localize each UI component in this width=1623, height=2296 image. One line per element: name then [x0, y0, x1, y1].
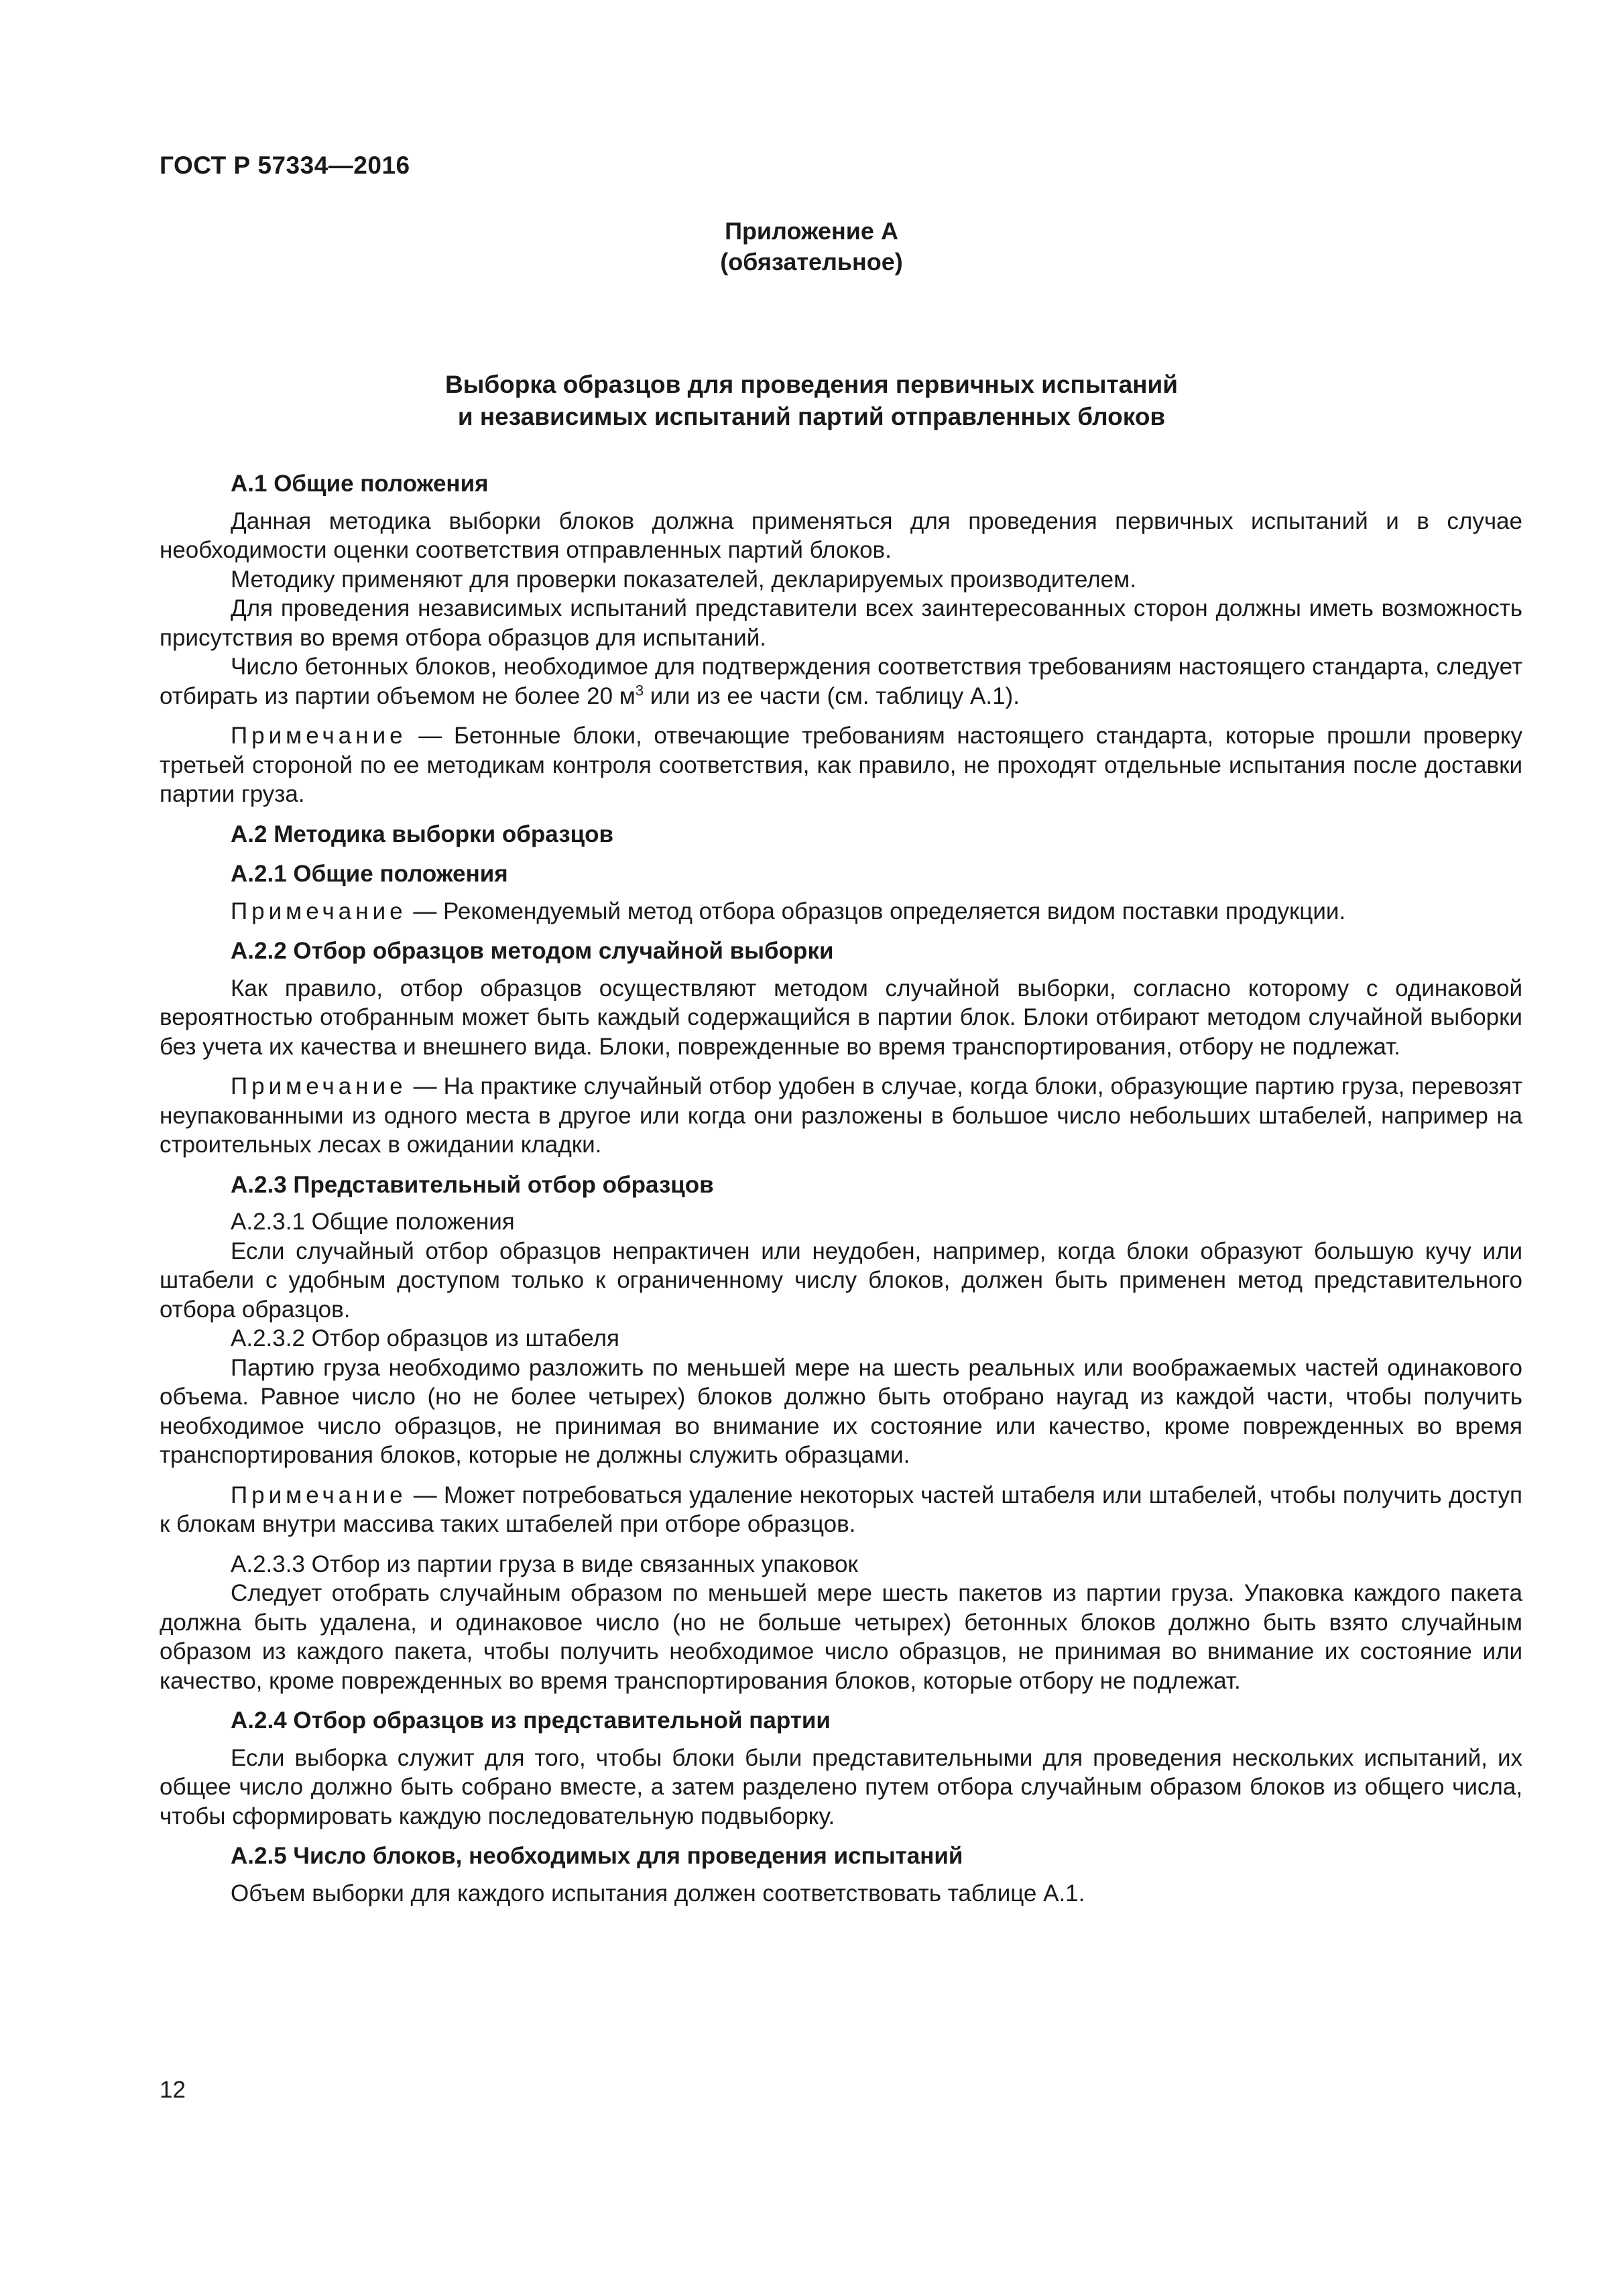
subsection-heading-a2-5: А.2.5 Число блоков, необходимых для проведения испытаний	[231, 1843, 963, 1869]
note-text: — Рекомендуемый метод отбора образцов определяется видом поставки продукции.	[406, 898, 1346, 924]
subsection-heading-a2-1: А.2.1 Общие положения	[231, 861, 508, 887]
note	[160, 897, 1522, 926]
note-text: — Может потребоваться удаление некоторых частей штабеля или штабелей, чтобы получить доступ к блокам внутри массива таких штабелей при отборе образцов.	[160, 1482, 1522, 1537]
note	[160, 721, 1522, 809]
page-number: 12	[160, 2077, 186, 2103]
annex-heading	[0, 216, 1623, 278]
section-heading-a2: А.2 Методика выборки образцов	[231, 821, 614, 847]
text-fragment: или из ее части (см. таблицу А.1).	[644, 682, 1020, 709]
paragraph	[160, 652, 1522, 711]
note-label: Примечание	[231, 898, 407, 924]
document-id: ГОСТ Р 57334—2016	[160, 152, 410, 179]
annex-status: (обязательное)	[720, 248, 903, 276]
paragraph: Если случайный отбор образцов непрактичен или неудобен, например, когда блоки образуют большую кучу или штабели с удобным доступом только к ограниченному числу блоков, должен быть применен метод представительного отбора образцов.	[160, 1237, 1522, 1323]
note-text: — На практике случайный отбор удобен в случае, когда блоки, образующие партию груза, перевозят неупакованными из одного места в другое или когда они разложены в большое число небольших штабелей, например на строительных лесах в ожидании кладки.	[160, 1073, 1522, 1158]
title-line-2: и независимых испытаний партий отправленных блоков	[457, 403, 1166, 430]
note	[160, 1072, 1522, 1160]
paragraph: Следует отобрать случайным образом по меньшей мере шесть пакетов из партии груза. Упаковка каждого пакета должна быть удалена, и одинаковое число (но не больше четырех) бетонных блоков должно быть взято случайным образом из каждого пакета, чтобы получить необходимое число образцов, не принимая во внимание их состояние или качество, кроме поврежденных во время транспортирования блоков, которые отбору не подлежат.	[160, 1580, 1522, 1694]
note	[160, 1481, 1522, 1539]
section-heading-a1: А.1 Общие положения	[231, 471, 489, 497]
paragraph: Данная методика выборки блоков должна применяться для проведения первичных испытаний и в случае необходимости оценки соответствия отправленных партий блоков.	[160, 507, 1522, 563]
superscript: 3	[635, 681, 644, 699]
document-body	[160, 469, 1522, 1908]
subsection-heading-a2-3: А.2.3 Представительный отбор образцов	[231, 1171, 714, 1198]
paragraph: Для проведения независимых испытаний представители всех заинтересованных сторон должны иметь возможность присутствия во время отбора образцов для испытаний.	[160, 595, 1522, 651]
paragraph: Партию груза необходимо разложить по меньшей мере на шесть реальных или воображаемых частей одинакового объема. Равное число (но не более четырех) блоков должно быть отобрано наугад из каждой части, чтобы получить необходимое число образцов, не принимая во внимание их состояние или качество, кроме поврежденных во время транспортирования блоков, которые не должны служить образцами.	[160, 1354, 1522, 1468]
clause-heading-a2-3-3: А.2.3.3 Отбор из партии груза в виде связанных упаковок	[231, 1551, 858, 1577]
subsection-heading-a2-2: А.2.2 Отбор образцов методом случайной выборки	[231, 938, 834, 964]
note-label: Примечание	[231, 723, 407, 749]
clause-heading-a2-3-1: А.2.3.1 Общие положения	[231, 1209, 515, 1235]
paragraph: Методику применяют для проверки показателей, декларируемых производителем.	[231, 566, 1136, 593]
title-line-1: Выборка образцов для проведения первичных испытаний	[445, 371, 1178, 398]
annex-title: Приложение А	[725, 217, 898, 245]
clause-heading-a2-3-2: А.2.3.2 Отбор образцов из штабеля	[231, 1325, 619, 1351]
paragraph: Объем выборки для каждого испытания должен соответствовать таблице А.1.	[231, 1880, 1085, 1907]
text-fragment: Число бетонных блоков, необходимое для подтверждения соответствия требованиям настоящего стандарта, следует отбирать из партии объемом не более 20 м	[160, 654, 1522, 709]
note-label: Примечание	[231, 1482, 407, 1508]
subsection-heading-a2-4: А.2.4 Отбор образцов из представительной партии	[231, 1707, 831, 1734]
paragraph: Если выборка служит для того, чтобы блоки были представительными для проведения нескольких испытаний, их общее число должно быть собрано вместе, а затем разделено путем отбора случайным образом блоков из общего числа, чтобы сформировать каждую последовательную подвыборку.	[160, 1744, 1522, 1829]
paragraph: Как правило, отбор образцов осуществляют методом случайной выборки, согласно которому с одинаковой вероятностью отобранным может быть каждый содержащийся в партии блок. Блоки отбирают методом случайной выборки без учета их качества и внешнего вида. Блоки, поврежденные во время транспортирования, отбору не подлежат.	[160, 975, 1522, 1060]
annex-main-title	[0, 369, 1623, 433]
note-label: Примечание	[231, 1073, 407, 1099]
note-text: — Бетонные блоки, отвечающие требованиям настоящего стандарта, которые прошли проверку третьей стороной по ее методикам контроля соответствия, как правило, не проходят отдельные испытания после доставки партии груза.	[160, 723, 1522, 807]
